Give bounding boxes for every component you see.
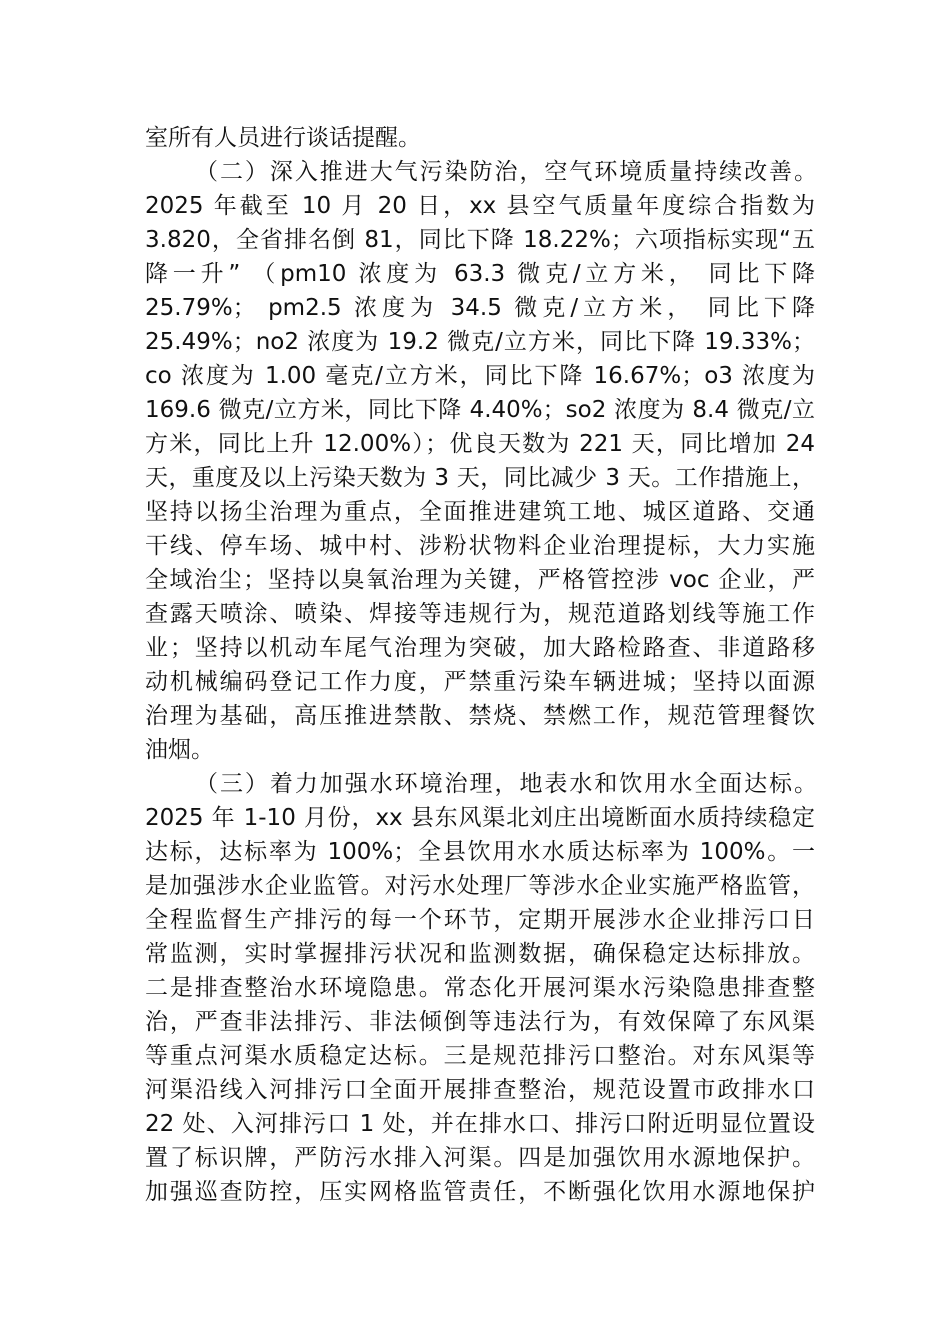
- text-line: 全程监督生产排污的每一个环节，定期开展涉水企业排污口日: [145, 907, 815, 933]
- text-line: 等重点河渠水质稳定达标。三是规范排污口整治。对东风渠等: [145, 1043, 815, 1069]
- text-line: 22 处、入河排污口 1 处，并在排水口、排污口附近明显位置设: [145, 1111, 815, 1137]
- text-line: 坚持以扬尘治理为重点，全面推进建筑工地、城区道路、交通: [145, 499, 815, 525]
- text-line: 加强巡查防控，压实网格监管责任，不断强化饮用水源地保护: [145, 1179, 815, 1205]
- text-line: 天，重度及以上污染天数为 3 天，同比减少 3 天。工作措施上，: [145, 465, 815, 491]
- text-line: 置了标识牌，严防污水排入河渠。四是加强饮用水源地保护。: [145, 1145, 815, 1171]
- text-line: 全域治尘；坚持以臭氧治理为关键，严格管控涉 voc 企业，严: [145, 567, 815, 593]
- section-heading-air: （二）深入推进大气污染防治，空气环境质量持续改善。: [195, 159, 817, 185]
- text-line: 降一升” （pm10 浓度为 63.3 微克/立方米， 同比下降: [145, 261, 815, 287]
- text-line: 25.79%； pm2.5 浓度为 34.5 微克/立方米， 同比下降: [145, 295, 815, 321]
- text-line: 河渠沿线入河排污口全面开展排查整治，规范设置市政排水口: [145, 1077, 815, 1103]
- text-line: 油烟。: [145, 737, 214, 763]
- text-line: 常监测，实时掌握排污状况和监测数据，确保稳定达标排放。: [145, 941, 815, 967]
- text-line: 二是排查整治水环境隐患。常态化开展河渠水污染隐患排查整: [145, 975, 815, 1001]
- section-heading-water: （三）着力加强水环境治理，地表水和饮用水全面达标。: [195, 771, 817, 797]
- text-line: 查露天喷涂、喷染、焊接等违规行为，规范道路划线等施工作: [145, 601, 815, 627]
- text-line: 是加强涉水企业监管。对污水处理厂等涉水企业实施严格监管，: [145, 873, 815, 899]
- text-line: 2025 年 1-10 月份，xx 县东风渠北刘庄出境断面水质持续稳定: [145, 805, 815, 831]
- text-line: 169.6 微克/立方米，同比下降 4.40%；so2 浓度为 8.4 微克/立: [145, 397, 815, 423]
- text-line: 25.49%；no2 浓度为 19.2 微克/立方米，同比下降 19.33%；: [145, 329, 815, 355]
- text-line: 室所有人员进行谈话提醒。: [145, 125, 421, 151]
- text-line: 治理为基础，高压推进禁散、禁烧、禁燃工作，规范管理餐饮: [145, 703, 815, 729]
- text-line: 3.820，全省排名倒 81，同比下降 18.22%；六项指标实现“五: [145, 227, 815, 253]
- text-line: 业；坚持以机动车尾气治理为突破，加大路检路查、非道路移: [145, 635, 815, 661]
- text-line: 动机械编码登记工作力度，严禁重污染车辆进城；坚持以面源: [145, 669, 815, 695]
- text-line: 方米，同比上升 12.00%）；优良天数为 221 天，同比增加 24: [145, 431, 815, 457]
- text-line: 达标，达标率为 100%；全县饮用水水质达标率为 100%。一: [145, 839, 815, 865]
- text-line: 2025 年截至 10 月 20 日，xx 县空气质量年度综合指数为: [145, 193, 815, 219]
- text-line: co 浓度为 1.00 毫克/立方米，同比下降 16.67%；o3 浓度为: [145, 363, 815, 389]
- text-line: 干线、停车场、城中村、涉粉状物料企业治理提标，大力实施: [145, 533, 815, 559]
- text-line: 治，严查非法排污、非法倾倒等违法行为，有效保障了东风渠: [145, 1009, 815, 1035]
